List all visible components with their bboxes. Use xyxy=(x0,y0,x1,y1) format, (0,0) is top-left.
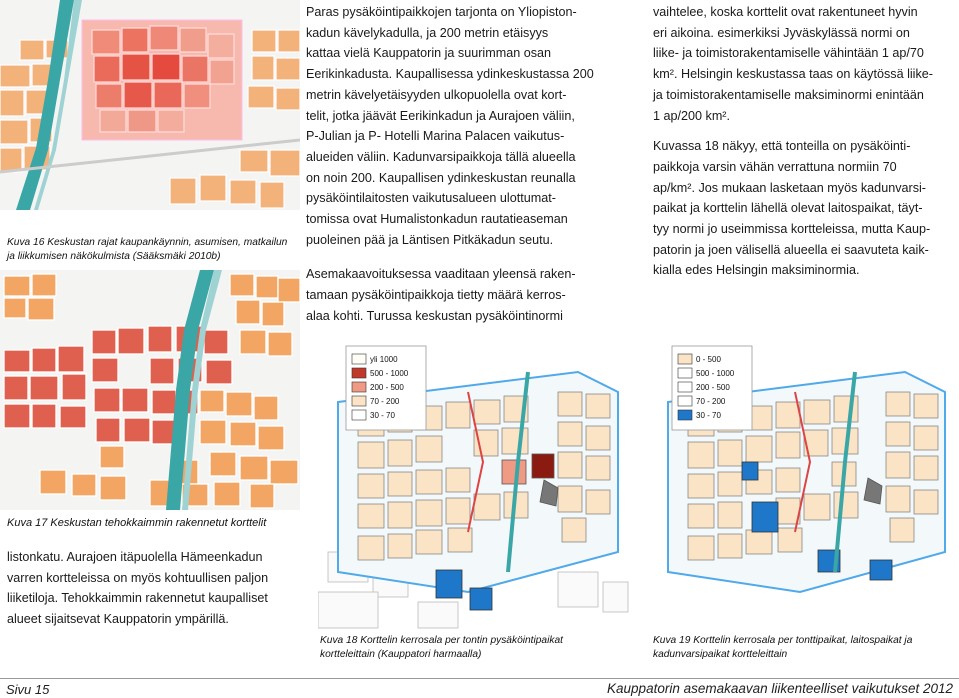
figure-16-map xyxy=(0,0,300,210)
fig18-legend-label-2: 200 - 500 xyxy=(370,383,404,392)
fig18-legend-label-1: 500 - 1000 xyxy=(370,369,409,378)
fig19-legend-label-1: 500 - 1000 xyxy=(696,369,735,378)
figure-17-map xyxy=(0,270,300,510)
fig19-legend-label-2: 200 - 500 xyxy=(696,383,730,392)
fig18-legend-label-3: 70 - 200 xyxy=(370,397,400,406)
figure-19-map xyxy=(650,332,955,630)
document-title: Kauppatorin asemakaavan liikenteelliset vaikutukset 2012 xyxy=(607,681,953,696)
figure-16-caption: Kuva 16 Keskustan rajat kaupankäynnin, asumisen, matkailun ja liikkumisen näkökulmista (Sääksmäki 2010b) xyxy=(7,237,288,262)
column-1-text: Paras pysäköintipaikkojen tarjonta on Yliopiston- kadun kävelykadulla, ja 200 metrin etäisyys kattaa vielä Kauppatorin ja suurimman osan Eerikinkadusta. Kaupallisessa ydinkeskustassa 200 metrin kävelyetäisyyden ulkopuolella ovat kort- telit, jotka jäävät Eerikinkadun ja Aurajoen väliin, P-Julian ja P- Hotelli Marina Palacen vaikutus- alueiden väliin. Kadunvarsipaikkoja tällä alueella on noin 200. Kaupallisen ydinkeskustan reunalla pysäköintilaitosten vaikutusalueen ulottumat- tomissa ovat Humalistonkadun rautatieaseman puoleinen pää ja Läntisen Pitkäkadun seutu. Asemakaavoituksessa vaaditaan yleensä raken- tamaan pysäköintipaikkoja tietty määrä kerros- alaa kohti. Turussa keskustan pysäköintinormi xyxy=(306,5,594,323)
figure-17-caption: Kuva 17 Keskustan tehokkaimmin rakennetut korttelit xyxy=(7,517,267,529)
figure-19-caption: Kuva 19 Korttelin kerrosala per tonttipaikat, laitospaikat ja kadunvarsipaikat kortteleittain xyxy=(653,635,913,660)
fig19-legend-label-3: 70 - 200 xyxy=(696,397,726,406)
column-3-text: listonkatu. Aurajoen itäpuolella Hämeenkadun varren kortteleissa on myös kohtuullisen paljon liiketiloja. Tehokkaimmin rakennetut kaupalliset alueet sijaitsevat Kauppatorin ympärillä. xyxy=(7,550,269,627)
figure-18-caption: Kuva 18 Korttelin kerrosala per tontin pysäköintipaikat kortteleittain (Kauppatori harmaalla) xyxy=(320,635,563,660)
fig19-legend-label-0: 0 - 500 xyxy=(696,355,721,364)
page-number: Sivu 15 xyxy=(6,682,50,697)
figure-18-map xyxy=(318,332,630,630)
fig18-legend-label-0: yli 1000 xyxy=(370,355,398,364)
fig19-legend-label-4: 30 - 70 xyxy=(696,411,721,420)
column-2-text: vaihtelee, koska korttelit ovat rakentuneet hyvin eri aikoina. esimerkiksi Jyväskylässä normi on liike- ja toimistorakentamiselle vähintään 1 ap/70 km². Helsingin keskustassa taas on käytössä liike- ja toimistorakentamiselle maksiminormi enintään 1 ap/200 km². Kuvassa 18 näkyy, että tonteilla on pysäköinti- paikkoja varsin vähän verrattuna normiin 70 ap/km². Jos mukaan lasketaan myös kadunvarsi- paikat ja korttelin lähellä olevat laitospaikat, täyt- tyy normi jo useimmissa kortteleissa, mutta Kaup- patorin ja joen välisellä alueella ei saavuteta kaik- kialla edes Helsingin maksiminormia. xyxy=(653,5,933,278)
fig18-legend-label-4: 30 - 70 xyxy=(370,411,395,420)
footer-rule xyxy=(0,678,959,679)
